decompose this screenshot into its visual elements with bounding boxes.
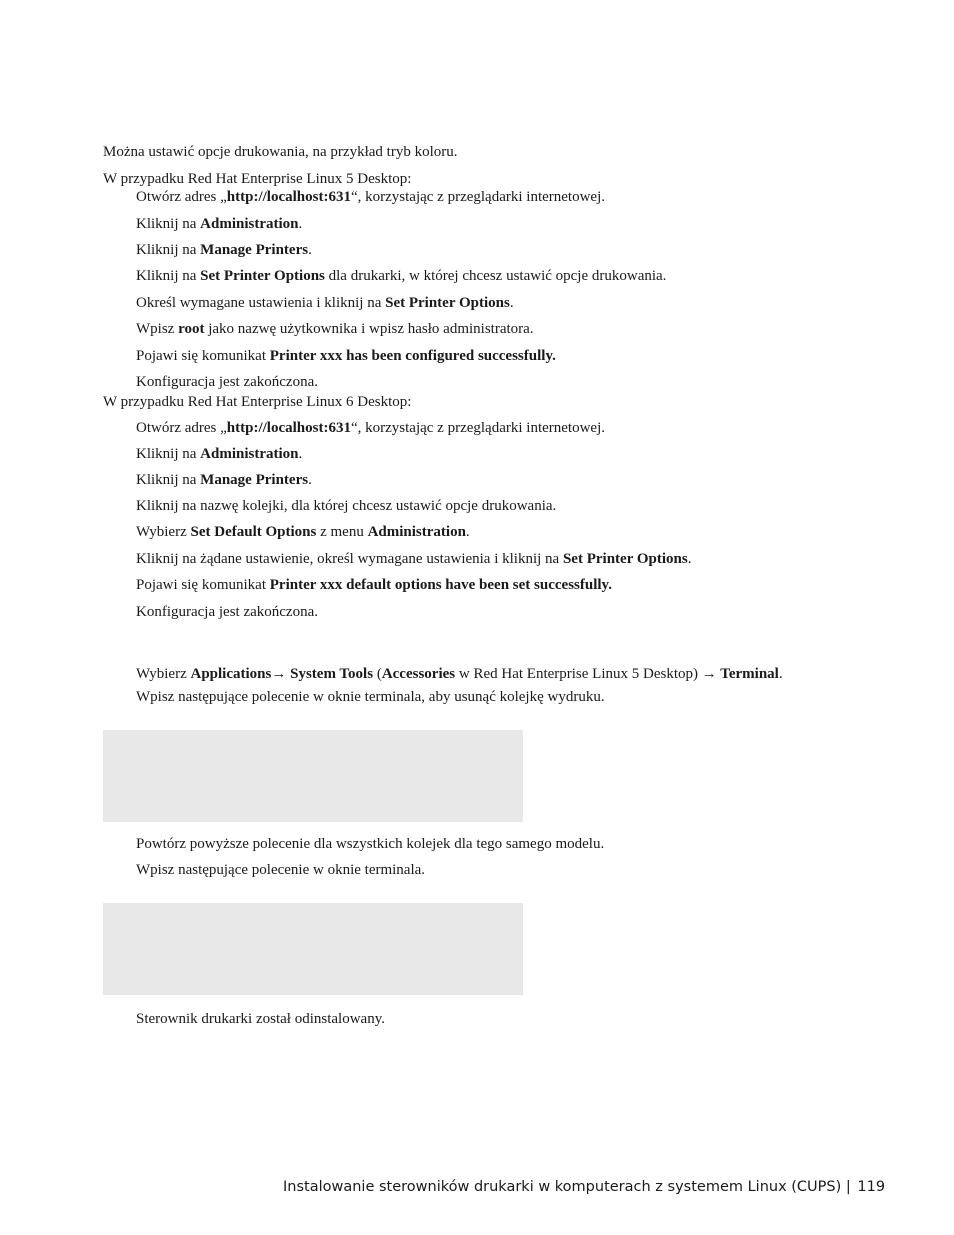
rhel5-step-6: Wpisz root jako nazwę użytkownika i wpisz hasło administratora. (136, 321, 534, 337)
rhel5-step-1: Otwórz adres „http://localhost:631“, korzystając z przeglądarki internetowej. (136, 189, 606, 205)
rhel5-step-4: Kliknij na Set Printer Options dla drukarki, w której chcesz ustawić opcje drukowania. (136, 268, 667, 284)
rhel6-heading: W przypadku Red Hat Enterprise Linux 6 Desktop: (103, 394, 412, 410)
uninstall-step-1: Wybierz Applications→ System Tools (Accessories w Red Hat Enterprise Linux 5 Desktop) → Terminal. (136, 666, 783, 682)
footer-title: Instalowanie sterowników drukarki w komputerach z systemem Linux (CUPS) (283, 1179, 842, 1195)
rhel5-step-2: Kliknij na Administration. (136, 216, 303, 232)
command-box-1 (103, 730, 523, 822)
rhel5-heading: W przypadku Red Hat Enterprise Linux 5 Desktop: (103, 171, 412, 187)
rhel5-step-8: Konfiguracja jest zakończona. (136, 374, 318, 390)
rhel5-step-5: Określ wymagane ustawienia i kliknij na Set Printer Options. (136, 295, 514, 311)
rhel6-step-7: Pojawi się komunikat Printer xxx default options have been set successfully. (136, 577, 612, 593)
uninstall-step-5: Sterownik drukarki został odinstalowany. (136, 1011, 385, 1027)
rhel6-step-5: Wybierz Set Default Options z menu Administration. (136, 524, 470, 540)
uninstall-step-3: Powtórz powyższe polecenie dla wszystkich kolejek dla tego samego modelu. (136, 836, 605, 852)
command-box-2 (103, 903, 523, 995)
intro-text: Można ustawić opcje drukowania, na przykład tryb koloru. (103, 144, 458, 160)
rhel5-step-3: Kliknij na Manage Printers. (136, 242, 312, 258)
rhel5-step-7: Pojawi się komunikat Printer xxx has been configured successfully. (136, 348, 556, 364)
rhel6-step-6: Kliknij na żądane ustawienie, określ wymagane ustawienia i kliknij na Set Printer Options. (136, 551, 692, 567)
page-number: 119 (857, 1179, 886, 1195)
page-footer (283, 1177, 885, 1197)
uninstall-step-2: Wpisz następujące polecenie w oknie terminala, aby usunąć kolejkę wydruku. (136, 689, 605, 705)
rhel6-step-4: Kliknij na nazwę kolejki, dla której chcesz ustawić opcje drukowania. (136, 498, 557, 514)
rhel6-step-2: Kliknij na Administration. (136, 446, 303, 462)
rhel6-step-1: Otwórz adres „http://localhost:631“, korzystając z przeglądarki internetowej. (136, 420, 606, 436)
rhel6-step-3: Kliknij na Manage Printers. (136, 472, 312, 488)
rhel6-step-8: Konfiguracja jest zakończona. (136, 604, 318, 620)
uninstall-step-4: Wpisz następujące polecenie w oknie terminala. (136, 862, 426, 878)
footer-separator: | (845, 1179, 851, 1195)
